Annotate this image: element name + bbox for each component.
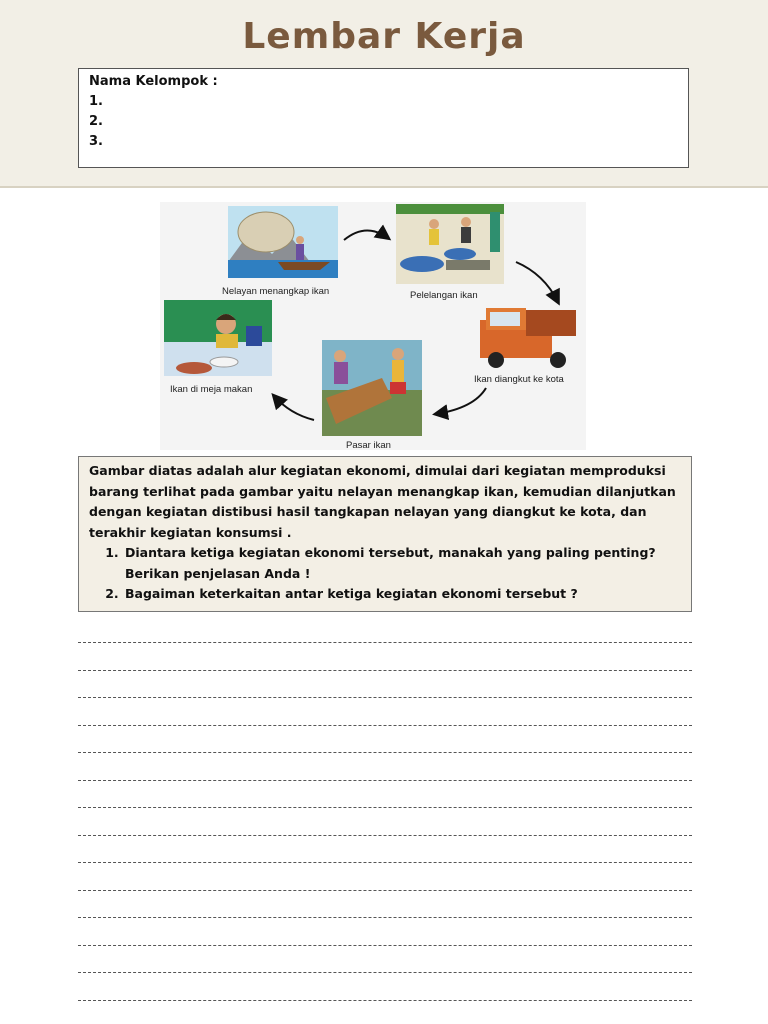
caption-fisherman: Nelayan menangkap ikan [222, 286, 330, 297]
answer-line[interactable] [78, 642, 692, 643]
page-title: Lembar Kerja [242, 16, 526, 57]
arrow-fisher-to-auction [344, 230, 388, 240]
answer-line[interactable] [78, 697, 692, 698]
answer-line[interactable] [78, 670, 692, 671]
answer-line[interactable] [78, 835, 692, 836]
answer-line[interactable] [78, 752, 692, 753]
question-list [89, 543, 681, 605]
truck-illustration [480, 308, 576, 368]
market-illustration [322, 340, 422, 436]
auction-illustration [396, 204, 504, 284]
fisherman-illustration [228, 206, 338, 278]
caption-table: Ikan di meja makan [170, 384, 253, 395]
answer-line[interactable] [78, 972, 692, 973]
member-2[interactable]: 2. [89, 114, 103, 129]
answer-line[interactable] [78, 917, 692, 918]
question-intro: Gambar diatas adalah alur kegiatan ekonomi, dimulai dari kegiatan memproduksi barang terlihat pada gambar yaitu nelayan menangkap ikan, kemudian dilanjutkan dengan kegiatan distibusi hasil tangkapan nelayan yang diangkut ke kota, dan terakhir kegiatan konsumsi . [89, 463, 676, 540]
group-names-box[interactable] [78, 68, 689, 168]
question-item-2: 2. Bagaiman keterkaitan antar ketiga kegiatan ekonomi tersebut ? [123, 584, 681, 605]
group-label: Nama Kelompok : [89, 74, 218, 89]
answer-line[interactable] [78, 890, 692, 891]
arrow-truck-to-market [436, 388, 486, 414]
economic-flow-diagram [160, 202, 586, 450]
caption-auction: Pelelangan ikan [410, 290, 478, 301]
answer-line[interactable] [78, 862, 692, 863]
answer-line[interactable] [78, 807, 692, 808]
answer-line[interactable] [78, 945, 692, 946]
question-box [78, 456, 692, 612]
answer-line[interactable] [78, 725, 692, 726]
caption-truck: Ikan diangkut ke kota [474, 374, 564, 385]
arrow-market-to-table [274, 396, 314, 420]
answer-line[interactable] [78, 1000, 692, 1001]
dining-table-illustration [164, 300, 272, 376]
answer-line[interactable] [78, 780, 692, 781]
member-1[interactable]: 1. [89, 94, 103, 109]
caption-market: Pasar ikan [346, 440, 391, 450]
question-item-1: 1. Diantara ketiga kegiatan ekonomi tersebut, manakah yang paling penting? Berikan penjelasan Anda ! [123, 543, 681, 584]
member-3[interactable]: 3. [89, 134, 103, 149]
arrow-auction-to-truck [516, 262, 558, 302]
header-band [0, 0, 768, 188]
